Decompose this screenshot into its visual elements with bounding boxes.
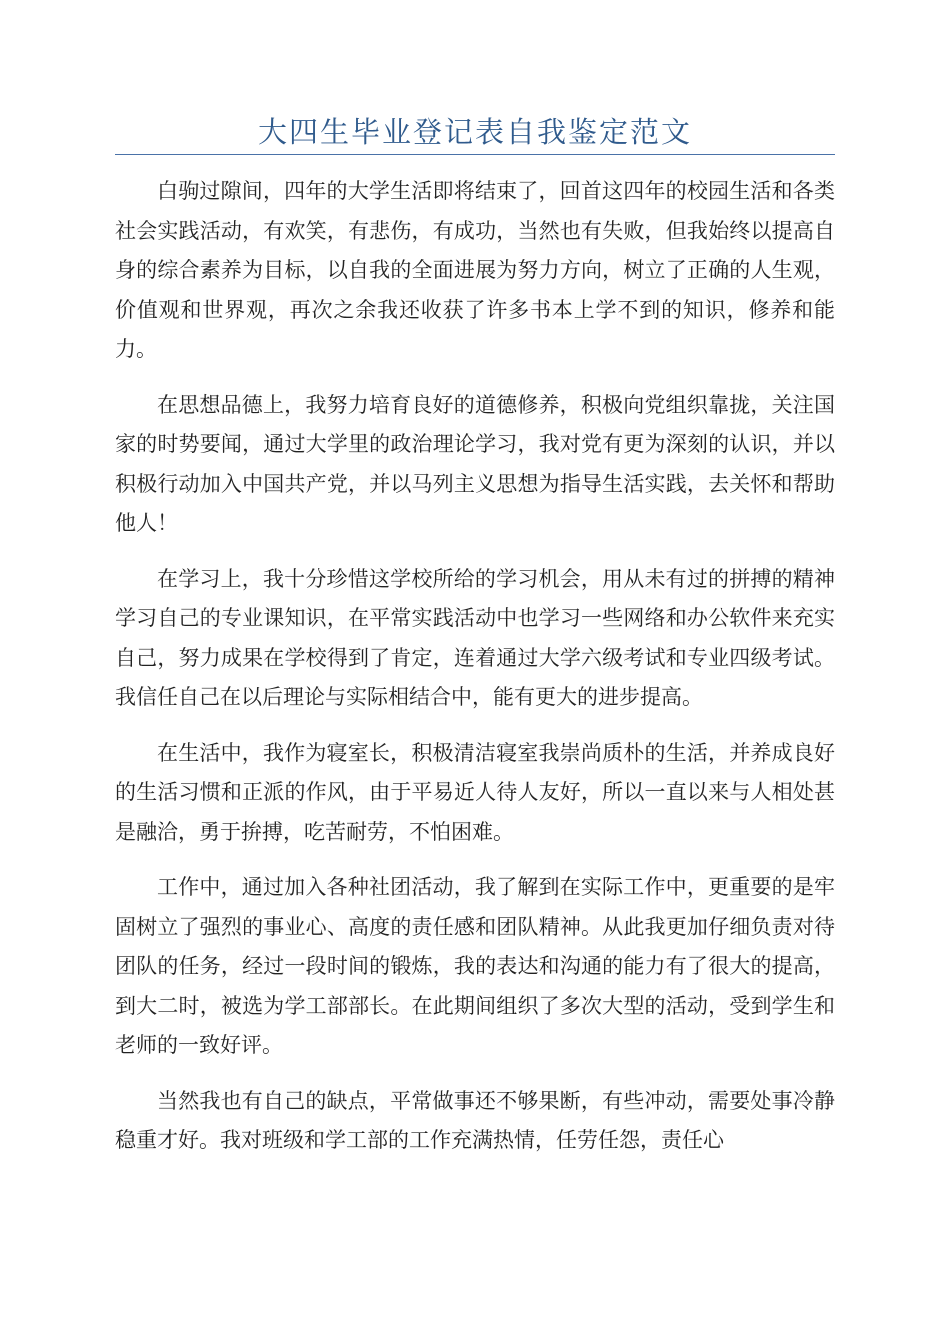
document-title: 大四生毕业登记表自我鉴定范文	[257, 115, 692, 149]
paragraph: 白驹过隙间，四年的大学生活即将结束了，回首这四年的校园生活和各类社会实践活动，有欢笑，有悲伤，有成功，当然也有失败，但我始终以提高自身的综合素养为目标，以自我的全面进展为努力方向，树立了正确的人生观，价值观和世界观，再次之余我还收获了许多书本上学不到的知识，修养和能力。	[115, 179, 835, 361]
title-underline	[115, 154, 835, 155]
paragraph: 在学习上，我十分珍惜这学校所给的学习机会，用从未有过的拼搏的精神学习自己的专业课知识，在平常实践活动中也学习一些网络和办公软件来充实自己，努力成果在学校得到了肯定，连着通过大学六级考试和专业四级考试。我信任自己在以后理论与实际相结合中，能有更大的进步提高。	[115, 566, 835, 709]
paragraph: 在生活中，我作为寝室长，积极清洁寝室我崇尚质朴的生活，并养成良好的生活习惯和正派的作风，由于平易近人待人友好，所以一直以来与人相处甚是融洽，勇于拚搏，吃苦耐劳，不怕困难。	[115, 740, 835, 844]
paragraph: 当然我也有自己的缺点，平常做事还不够果断，有些冲动，需要处事冷静稳重才好。我对班级和学工部的工作充满热情，任劳任怨，责任心	[115, 1088, 835, 1152]
paragraph: 工作中，通过加入各种社团活动，我了解到在实际工作中，更重要的是牢固树立了强烈的事业心、高度的责任感和团队精神。从此我更加仔细负责对待团队的任务，经过一段时间的锻炼，我的表达和沟通的能力有了很大的提高，到大二时，被选为学工部部长。在此期间组织了多次大型的活动，受到学生和老师的一致好评。	[115, 875, 835, 1057]
paragraph: 在思想品德上，我努力培育良好的道德修养，积极向党组织靠拢，关注国家的时势要闻，通过大学里的政治理论学习，我对党有更为深刻的认识，并以积极行动加入中国共产党，并以马列主义思想为指导生活实践，去关怀和帮助他人！	[115, 392, 835, 535]
document-body	[115, 172, 835, 1177]
